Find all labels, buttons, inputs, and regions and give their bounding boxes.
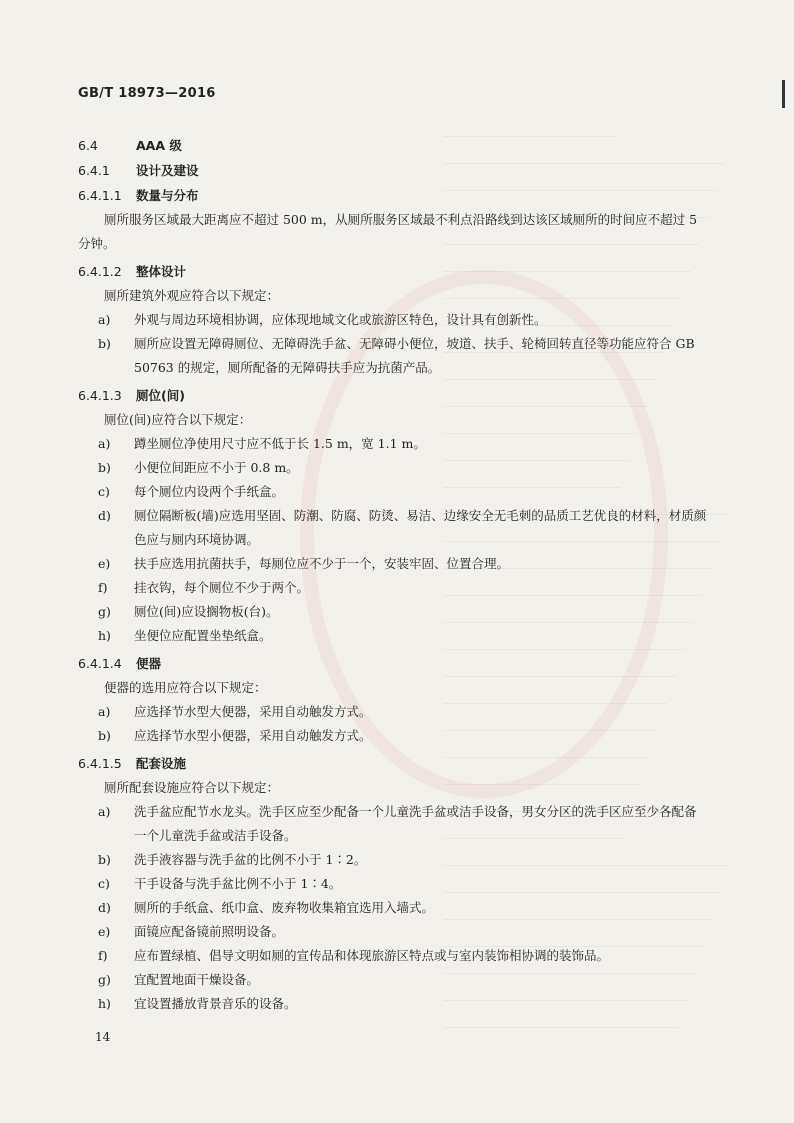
list-text: 干手设备与洗手盆比例不小于 1∶4。 <box>134 876 342 891</box>
list-label: f) <box>98 580 108 595</box>
list-text: 厕位(间)应设搁物板(台)。 <box>134 604 279 619</box>
header-margin-bar <box>782 80 785 108</box>
list-text: 宜配置地面干燥设备。 <box>134 972 260 987</box>
list-label: c) <box>98 484 110 499</box>
list-text: 蹲坐厕位净使用尺寸应不低于长 1.5 m，宽 1.1 m。 <box>134 436 426 451</box>
list-label: e) <box>98 556 111 571</box>
section-heading-6-4-1 <box>78 162 708 180</box>
section-heading-6-4-1-3 <box>78 387 708 405</box>
list-label: d) <box>98 900 111 915</box>
list-item <box>78 624 708 648</box>
list-label: g) <box>98 604 111 619</box>
list-label: a) <box>98 804 111 819</box>
list-label: b) <box>98 336 111 351</box>
list-label: f) <box>98 948 108 963</box>
list-item <box>78 600 708 624</box>
list-label: b) <box>98 460 111 475</box>
list-item <box>78 552 708 576</box>
list-intro: 厕位(间)应符合以下规定： <box>104 412 252 427</box>
list-intro: 厕所配套设施应符合以下规定： <box>104 780 280 795</box>
page-number: 14 <box>95 1030 111 1044</box>
section-heading-6-4-1-5 <box>78 755 708 773</box>
list-text: 挂衣钩，每个厕位不少于两个。 <box>134 580 310 595</box>
section-title: AAA 级 <box>136 138 182 153</box>
list-item <box>78 920 708 944</box>
list-label: a) <box>98 704 111 719</box>
list-item <box>78 456 708 480</box>
list-item <box>78 848 708 872</box>
list-text: 每个厕位内设两个手纸盒。 <box>134 484 285 499</box>
section-title: 便器 <box>136 656 162 671</box>
list-label: e) <box>98 924 111 939</box>
section-number: 6.4.1.3 <box>78 388 122 403</box>
list-label: a) <box>98 436 111 451</box>
list-item <box>78 968 708 992</box>
list-text: 面镜应配备镜前照明设备。 <box>134 924 285 939</box>
section-title: 数量与分布 <box>136 188 199 203</box>
list-item <box>78 332 708 380</box>
section-title: 整体设计 <box>136 264 187 279</box>
list-item <box>78 724 708 748</box>
list-label: c) <box>98 876 110 891</box>
list-label: g) <box>98 972 111 987</box>
list-item <box>78 872 708 896</box>
list-label: b) <box>98 852 111 867</box>
list-text: 应选择节水型大便器，采用自动触发方式。 <box>134 704 372 719</box>
section-number: 6.4.1.5 <box>78 756 122 771</box>
list-item <box>78 504 708 552</box>
list-item <box>78 480 708 504</box>
list-label: h) <box>98 628 111 643</box>
list-text: 洗手液容器与洗手盆的比例不小于 1∶2。 <box>134 852 367 867</box>
list-item <box>78 308 708 332</box>
list-text: 应选择节水型小便器，采用自动触发方式。 <box>134 728 372 743</box>
section-number: 6.4.1.2 <box>78 264 122 279</box>
section-number: 6.4.1.4 <box>78 656 122 671</box>
section-title: 配套设施 <box>136 756 187 771</box>
list-label: h) <box>98 996 111 1011</box>
section-number: 6.4 <box>78 138 98 153</box>
section-heading-6-4-1-1 <box>78 187 708 205</box>
section-number: 6.4.1.1 <box>78 188 122 203</box>
section-title: 设计及建设 <box>136 163 199 178</box>
section-heading-6-4-1-2 <box>78 263 708 281</box>
document-body <box>78 130 708 1016</box>
list-text: 厕所应设置无障碍厕位、无障碍洗手盆、无障碍小便位，坡道、扶手、轮椅回转直径等功能应符合 GB 50763 的规定，厕所配备的无障碍扶手应为抗菌产品。 <box>134 336 695 375</box>
section-title: 厕位(间) <box>136 388 185 403</box>
list-item <box>78 700 708 724</box>
standard-code-header: GB/T 18973—2016 <box>78 86 216 101</box>
list-item <box>78 800 708 848</box>
list-text: 宜设置播放背景音乐的设备。 <box>134 996 297 1011</box>
list-label: b) <box>98 728 111 743</box>
list-text: 扶手应选用抗菌扶手，每厕位应不少于一个，安装牢固、位置合理。 <box>134 556 510 571</box>
list-text: 应布置绿植、倡导文明如厕的宣传品和体现旅游区特点或与室内装饰相协调的装饰品。 <box>134 948 610 963</box>
section-number: 6.4.1 <box>78 163 110 178</box>
list-item <box>78 432 708 456</box>
section-heading-6-4-1-4 <box>78 655 708 673</box>
list-item <box>78 944 708 968</box>
list-item <box>78 992 708 1016</box>
list-text: 厕位隔断板(墙)应选用坚固、防潮、防腐、防烫、易洁、边缘安全无毛刺的品质工艺优良的材料，材质颜色应与厕内环境协调。 <box>134 508 707 547</box>
paragraph: 厕所服务区域最大距离应不超过 500 m，从厕所服务区域最不利点沿路线到达该区域厕所的时间应不超过 5 分钟。 <box>78 212 698 251</box>
list-item <box>78 896 708 920</box>
list-intro: 厕所建筑外观应符合以下规定： <box>104 288 280 303</box>
list-text: 外观与周边环境相协调，应体现地域文化或旅游区特色，设计具有创新性。 <box>134 312 547 327</box>
list-text: 小便位间距应不小于 0.8 m。 <box>134 460 299 475</box>
list-label: a) <box>98 312 111 327</box>
list-intro: 便器的选用应符合以下规定： <box>104 680 267 695</box>
list-label: d) <box>98 508 111 523</box>
list-text: 厕所的手纸盒、纸巾盒、废弃物收集箱宜选用入墙式。 <box>134 900 435 915</box>
list-text: 洗手盆应配节水龙头。洗手区应至少配备一个儿童洗手盆或洁手设备，男女分区的洗手区应至少各配备一个儿童洗手盆或洁手设备。 <box>134 804 697 843</box>
list-text: 坐便位应配置坐垫纸盒。 <box>134 628 272 643</box>
list-item <box>78 576 708 600</box>
section-heading-6-4 <box>78 137 708 155</box>
